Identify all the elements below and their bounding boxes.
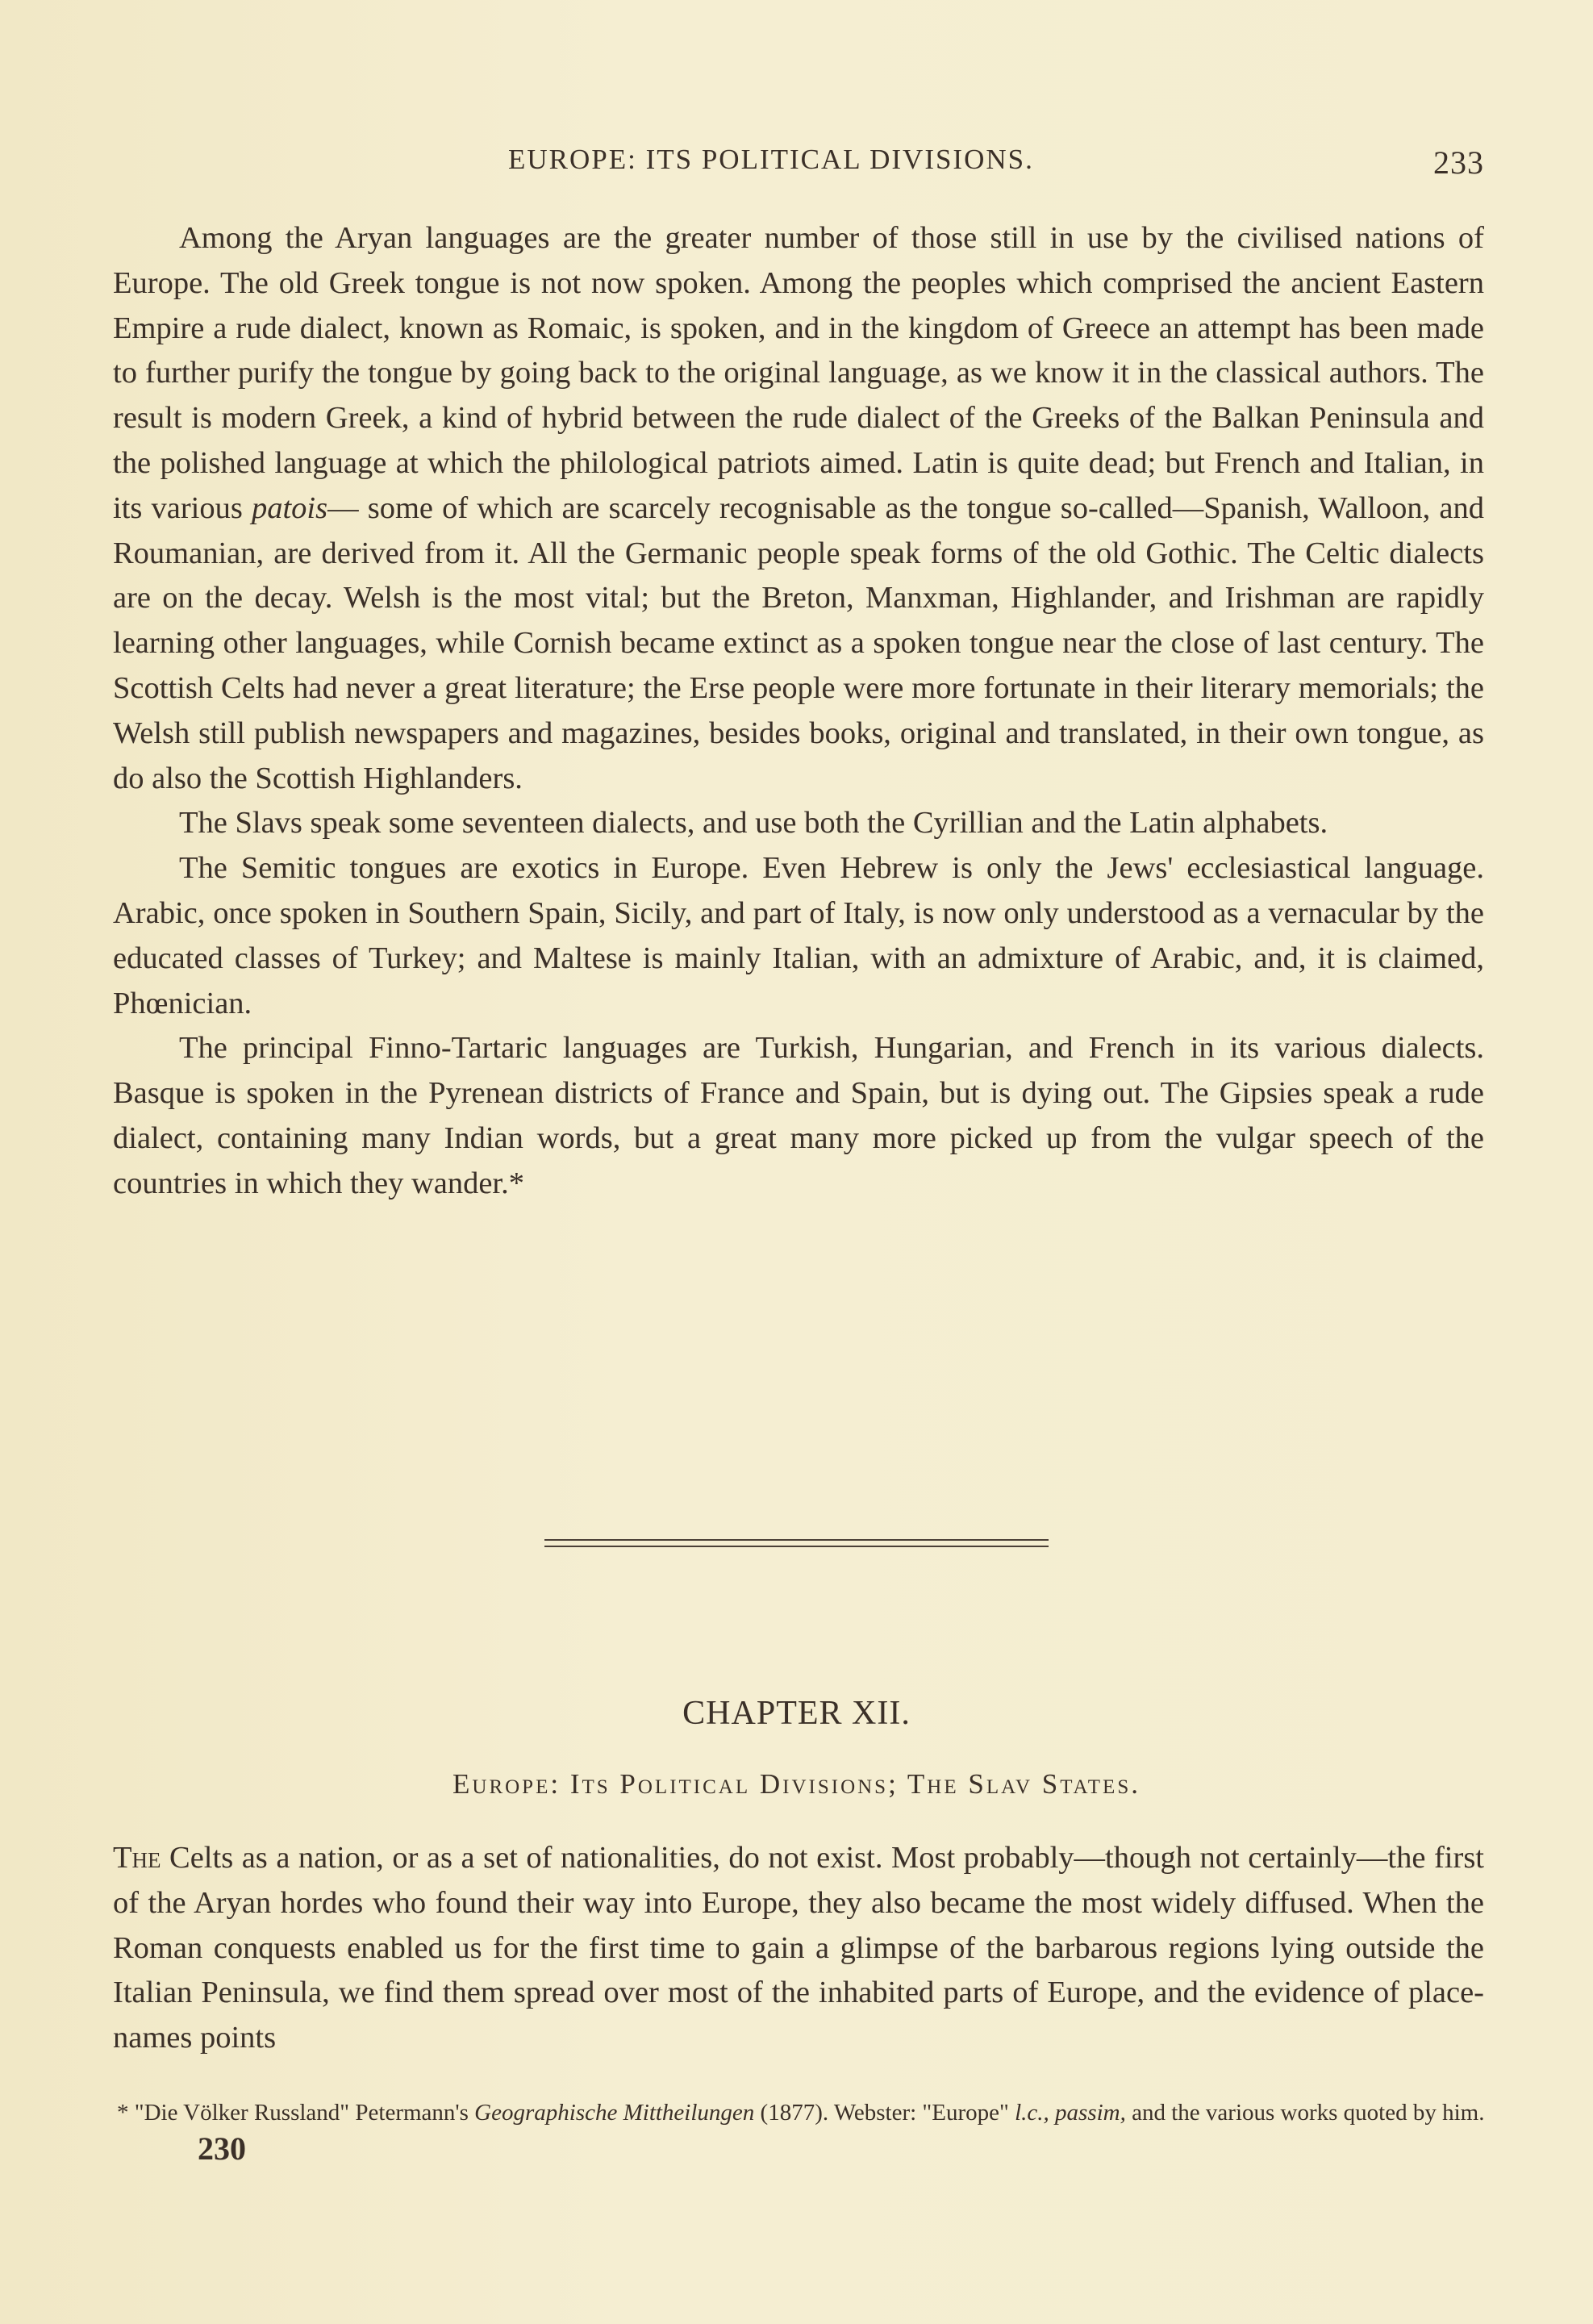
- paragraph-slavs: The Slavs speak some seventeen dialects, and use both the Cyrillian and the Latin alphabets.: [179, 806, 1328, 841]
- footnote-text: [101, 2096, 1488, 2130]
- folio-number: 230: [198, 2130, 246, 2167]
- footnote-part-3: and the various works quoted by him.: [1125, 2100, 1485, 2126]
- footnote-marker: *: [117, 2100, 129, 2126]
- chapter-lead-words: The: [113, 1841, 161, 1875]
- paragraph-semitic: The Semitic tongues are exotics in Europe. Even Hebrew is only the Jews' ecclesiastical language. Arabic, once spoken in Southern Spain, Sicily, and part of Italy, is now only understood as a vernacular by the educated classes of Turkey; and Maltese is mainly Italian, with an admixture of Arabic, and, it is claimed, Phœnician.: [113, 851, 1484, 1020]
- footnote-journal-title: Geographische Mittheilungen: [474, 2100, 755, 2126]
- running-head-title: EUROPE: ITS POLITICAL DIVISIONS.: [508, 144, 1034, 175]
- chapter-opening: [113, 1836, 1484, 2061]
- chapter-subtitle: Europe: Its Political Divisions; The Slav States.: [452, 1768, 1141, 1800]
- running-head-page-number: 233: [1433, 144, 1484, 181]
- chapter-opening-text: Celts as a nation, or as a set of nationalities, do not exist. Most probably—though not certainly—the first of the Aryan hordes who found their way into Europe, they also became the most widely diffused. When the Roman conquests enabled us for the first time to gain a glimpse of the barbarous regions lying outside the Italian Peninsula, we find them spread over most of the inhabited parts of Europe, and the evidence of place-names points: [113, 1841, 1484, 2055]
- paragraph-aryan-languages: [113, 216, 1484, 801]
- footnote-citation-italic: l.c., passim,: [1015, 2100, 1126, 2126]
- footnote: [101, 2096, 1488, 2130]
- patois-italic: patois: [251, 490, 328, 525]
- section-divider-rule: [544, 1539, 1049, 1547]
- chapter-heading: CHAPTER XII.: [682, 1695, 911, 1732]
- footnote-part-2: (1877). Webster: "Europe": [754, 2100, 1015, 2126]
- footnote-part-1: "Die Völker Russland" Petermann's: [128, 2100, 475, 2126]
- paragraph-finno-tartaric: The principal Finno-Tartaric languages are Turkish, Hungarian, and French in its various dialects. Basque is spoken in the Pyrenean districts of France and Spain, but is dying out. The Gipsies speak a rude dialect, containing many Indian words, but a great many more picked up from the vulgar speech of the countries in which they wander.*: [113, 1031, 1484, 1200]
- body-text: [113, 216, 1484, 1207]
- paragraph-aryan-languages-text: Among the Aryan languages are the greater number of those still in use by the civilised nations of Europe. The old Greek tongue is not now spoken. Among the peoples which comprised the ancient Eastern Empire a rude dialect, known as Romaic, is spoken, and in the kingdom of Greece an attempt has been made to further purify the tongue by going back to the original language, as we know it in the classical authors. The result is modern Greek, a kind of hybrid between the rude dialect of the Greeks of the Balkan Peninsula and the polished language at which the philological patriots aimed. Latin is quite dead; but French and Italian, in its various: [113, 221, 1484, 525]
- chapter-opening-paragraph: [113, 1836, 1484, 2061]
- paragraph-aryan-languages-continuation: — some of which are scarcely recognisable as the tongue so-called—Spanish, Walloon, and Roumanian, are derived from it. All the Germanic people speak forms of the old Gothic. The Celtic dialects are on the decay. Welsh is the most vital; but the Breton, Manxman, Highlander, and Irishman are rapidly learning other languages, while Cornish became extinct as a spoken tongue near the close of last century. The Scottish Celts had never a great literature; the Erse people were more fortunate in their literary memorials; the Welsh still publish newspapers and magazines, besides books, original and translated, in their own tongue, as do also the Scottish Highlanders.: [113, 490, 1485, 795]
